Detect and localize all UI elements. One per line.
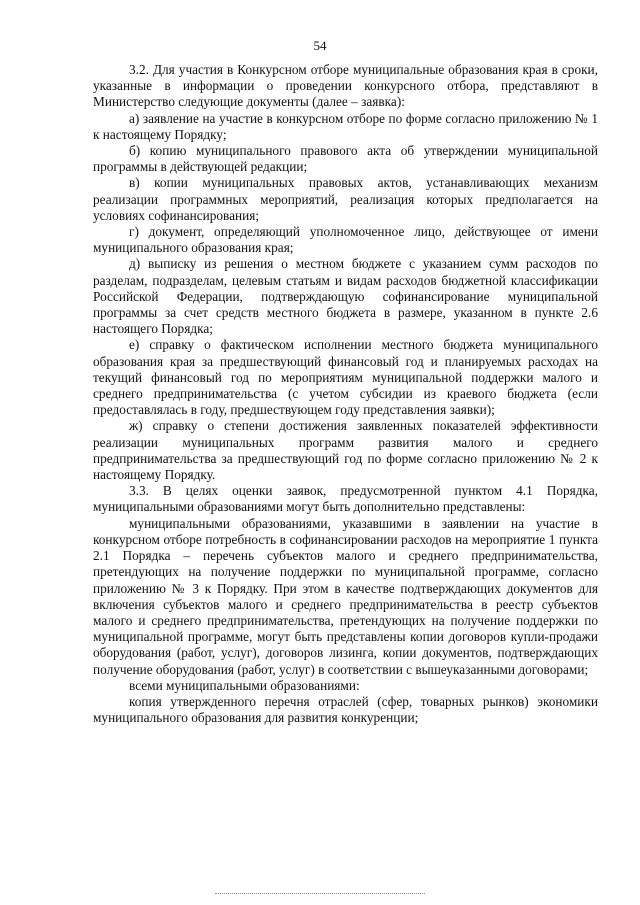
paragraph-competition-list: копия утвержденного перечня отраслей (сфер, товарных рынков) экономики муниципального образования для развития конкуренции; xyxy=(93,693,598,726)
paragraph-item-zh: ж) справку о степени достижения заявленных показателей эффективности реализации муниципальных программ развития малого и среднего предпринимательства за предшествующий год по форме согласно приложению № 2 к настоящему Порядку. xyxy=(93,418,598,483)
paragraph-all-municipalities: всеми муниципальными образованиями: xyxy=(129,677,360,693)
paragraph-sme-list: муниципальными образованиями, указавшими в заявлении на участие в конкурсном отборе потребность в софинансировании расходов на мероприятие 1 пункта 2.1 Порядка – перечень субъектов малого и среднего предпринимательства, претендующих на получение поддержки по муниципальной программе, согласно приложению № 3 к Порядку. При этом в качестве подтверждающих документов для включения субъектов малого и среднего предпринимательства в реестр субъектов малого и среднего предпринимательства, претендующих на получение поддержки по муниципальной программе, могут быть представлены копии договоров купли-продажи оборудования (работ, услуг), договоров лизинга, копии документов, подтверждающих получение оборудования (работ, услуг) в соответствии с вышеуказанными договорами; xyxy=(93,515,598,677)
bottom-dotted-line xyxy=(215,893,425,894)
paragraph-item-g: г) документ, определяющий уполномоченное лицо, действующее от имени муниципального образования края; xyxy=(93,224,598,256)
paragraph-item-d: д) выписку из решения о местном бюджете с указанием сумм расходов по разделам, подразделам, целевым статьям и видам расходов бюджетной классификации Российской Федерации, подтверждающую софинансирование муниципальной программы за счет средств местного бюджета в размере, указанном в пункте 2.6 настоящего Порядка; xyxy=(93,256,598,337)
paragraph-item-a: а) заявление на участие в конкурсном отборе по форме согласно приложению № 1 к настоящему Порядку; xyxy=(93,110,598,142)
document-body xyxy=(93,62,598,726)
paragraph-item-b: б) копию муниципального правового акта об утверждении муниципальной программы в действующей редакции; xyxy=(93,143,598,175)
paragraph-item-e: е) справку о фактическом исполнении местного бюджета муниципального образования края за предшествующий финансовый год и планируемых расходах на текущий финансовый год по мероприятиям муниципальной поддержки малого и среднего предпринимательства (с учетом субсидии из краевого бюджета (если предоставлялась в году, предшествующем году представления заявки); xyxy=(93,337,598,418)
paragraph-3-2: 3.2. Для участия в Конкурсном отборе муниципальные образования края в сроки, указанные в информации о проведении конкурсного отбора, представляют в Министерство следующие документы (далее – заявка): xyxy=(93,62,598,110)
paragraph-3-3: 3.3. В целях оценки заявок, предусмотренной пунктом 4.1 Порядка, муниципальными образованиями могут быть дополнительно представлены: xyxy=(93,483,598,515)
paragraph-item-v: в) копии муниципальных правовых актов, устанавливающих механизм реализации программных мероприятий, реализация которых предполагается на условиях софинансирования; xyxy=(93,175,598,223)
page-number: 54 xyxy=(313,38,327,53)
